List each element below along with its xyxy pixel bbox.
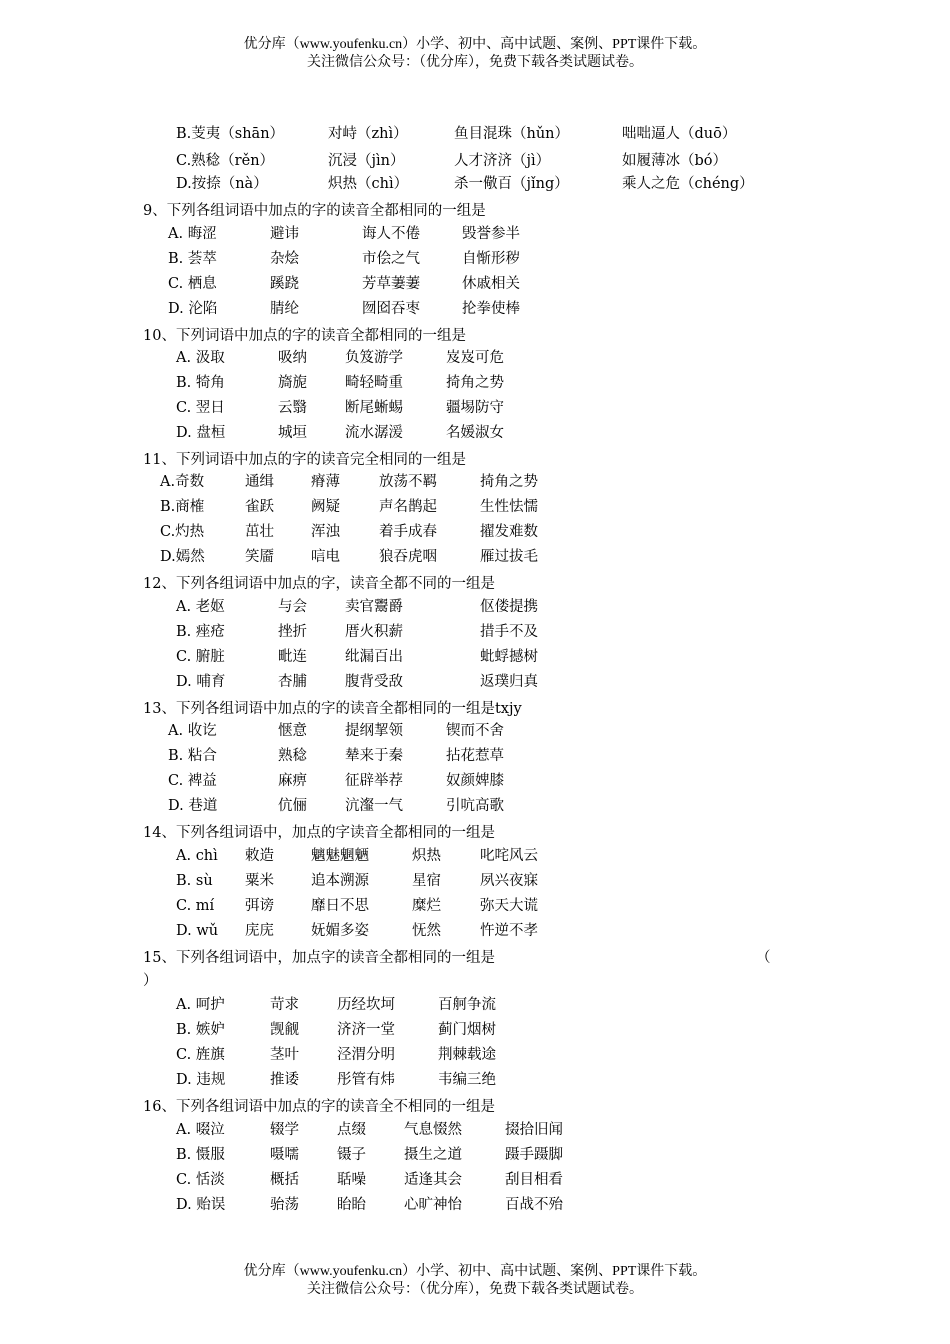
q15-stem: 15、下列各组词语中，加点字的读音全都相同的一组是 bbox=[143, 950, 495, 966]
q11-stem: 11、下列词语中加点的字的读音完全相同的一组是 bbox=[143, 452, 466, 468]
q16-stem: 16、下列各组词语中加点的字的读音全不相同的一组是 bbox=[143, 1099, 495, 1115]
q13-stem: 13、下列各组词语中加点的字的读音全都相同的一组是txjy bbox=[143, 701, 522, 717]
q12-stem: 12、下列各组词语中加点的字，读音全都不同的一组是 bbox=[143, 576, 495, 592]
q10-stem: 10、下列词语中加点的字的读音全都相同的一组是 bbox=[143, 328, 466, 344]
header-line-2: 关注微信公众号：（优分库），免费下载各类试题试卷。 bbox=[307, 55, 643, 70]
page-header bbox=[0, 36, 950, 72]
q9-stem: 9、下列各组词语中加点的字的读音全都相同的一组是 bbox=[143, 203, 486, 219]
footer-line-2: 关注微信公众号：（优分库），免费下载各类试题试卷。 bbox=[307, 1282, 643, 1297]
footer-line-1: 优分库（www.youfenku.cn）小学、初中、高中试题、案例、PPT课件下载。 bbox=[243, 1264, 707, 1279]
q14-stem: 14、下列各组词语中，加点的字读音全都相同的一组是 bbox=[143, 825, 495, 841]
q15-answer-paren-open: （ bbox=[756, 950, 771, 966]
header-line-1: 优分库（www.youfenku.cn）小学、初中、高中试题、案例、PPT课件下载。 bbox=[243, 37, 707, 52]
q15-answer-paren-close: ） bbox=[143, 973, 158, 989]
page-footer bbox=[0, 1263, 950, 1299]
